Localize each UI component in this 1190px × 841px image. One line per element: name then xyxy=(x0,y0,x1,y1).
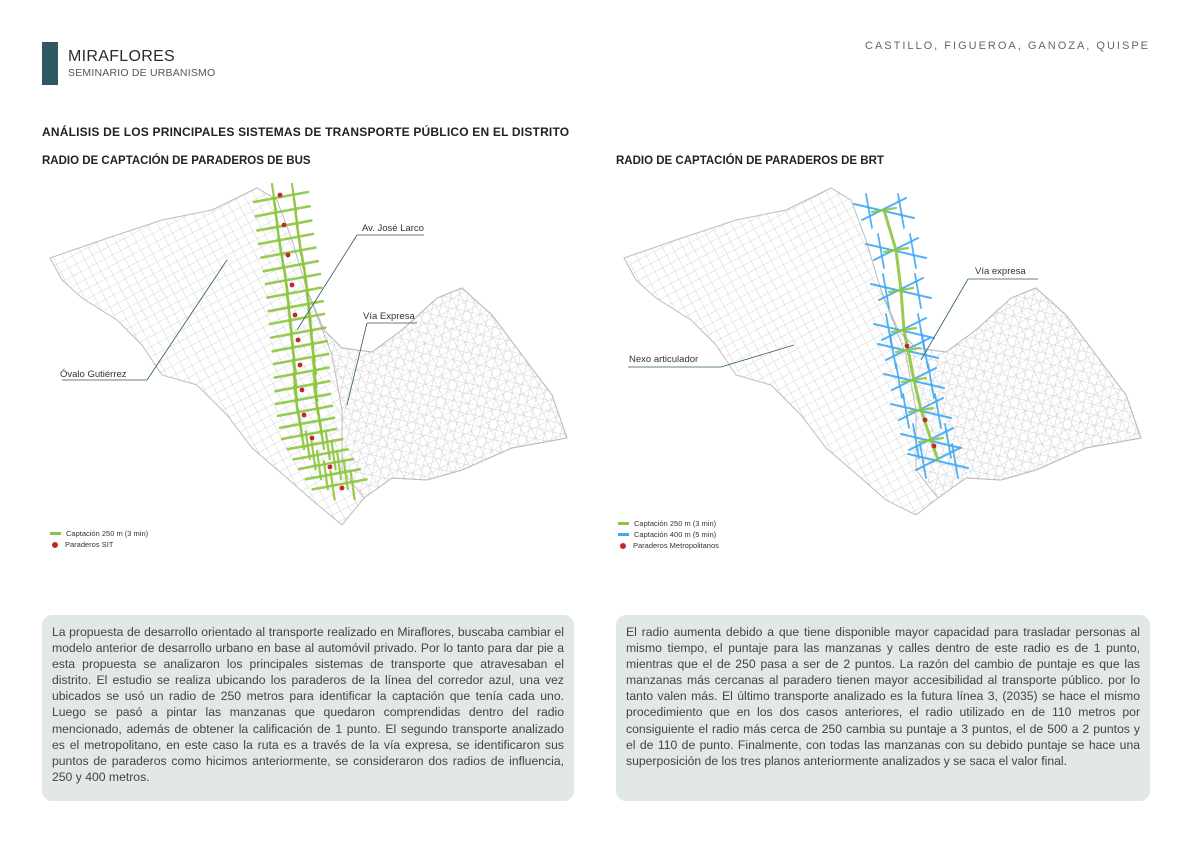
stop-marker xyxy=(290,283,295,288)
stop-marker xyxy=(310,436,315,441)
stop-marker xyxy=(340,486,345,491)
catchment-line-icon xyxy=(618,522,629,525)
header-title: MIRAFLORES xyxy=(68,48,176,65)
label-av-jose-larco: Av. José Larco xyxy=(362,223,424,234)
brt-legend xyxy=(618,518,719,551)
legend-item xyxy=(50,539,148,550)
stop-marker-icon xyxy=(620,543,626,549)
catchment-line-icon xyxy=(618,533,629,536)
legend-item xyxy=(50,528,148,539)
text-right: El radio aumenta debido a que tiene disponible mayor capacidad para trasladar personas al mismo tiempo, el puntaje para las manzanas y calles dentro de este radio es de 1 punto, mientras que el de 250 pasa a ser de 2 puntos. La razón del cambio de puntaje es que las manzanas más cercanas al paradero tienen mayor accesibilidad al transporte público. por lo tanto valen más. El último transporte analizado es la futura línea 3, (2035) se hace el mismo procedimiento que en los dos casos anteriores, el radio utilizado en de 110 metros por consiguiente el radio más cerca de 250 cambia su puntaje a 3 puntos, el de 500 a 2 puntos y el de 110 de punto. Finalmente, con todas las manzanas con su debido puntaje se hace una superposición de los tres planos anteriormente analizados y se saca el valor final. xyxy=(626,625,1140,768)
legend-label: Paraderos SIT xyxy=(65,540,114,549)
stop-marker xyxy=(296,338,301,343)
stop-marker-icon xyxy=(52,542,58,548)
bus-map-title: RADIO DE CAPTACIÓN DE PARADEROS DE BUS xyxy=(42,155,311,167)
bus-legend xyxy=(50,528,148,550)
header-authors: CASTILLO, FIGUEROA, GANOZA, QUISPE xyxy=(865,40,1150,52)
brt-catchment-map xyxy=(616,180,1156,515)
legend-label: Captación 250 m (3 min) xyxy=(66,529,149,538)
stop-marker xyxy=(923,418,928,423)
bus-catchment-map xyxy=(42,180,582,525)
section-title: ANÁLISIS DE LOS PRINCIPALES SISTEMAS DE TRANSPORTE PÚBLICO EN EL DISTRITO xyxy=(42,125,570,139)
stop-marker xyxy=(302,413,307,418)
label-via-expresa: Vía Expresa xyxy=(363,311,415,322)
legend-label: Paraderos Metropolitanos xyxy=(633,541,719,550)
legend-item xyxy=(618,529,719,540)
legend-item xyxy=(618,540,719,551)
label-via-expresa: Vía expresa xyxy=(975,266,1026,277)
stop-marker xyxy=(286,253,291,258)
stop-marker xyxy=(300,388,305,393)
stop-marker xyxy=(932,444,937,449)
text-left: La propuesta de desarrollo orientado al transporte realizado en Miraflores, buscaba cambiar el modelo anterior de desarrollo urbano en base al automóvil privado. Por lo tanto para dar pie a esta propuesta se analizaron los principales sistemas de transporte que atravesaban el distrito. El estudio se realiza ubicando los paraderos de la línea del corredor azul, una vez ubicados se usó un radio de 250 metros para identificar la captación que tenía cada uno. Luego se pasó a pintar las manzanas que quedaron comprendidas dentro del radio mencionado, además de obtener la calificación de 1 punto. El segundo transporte analizado es el metropolitano, en este caso la ruta es a través de la vía expresa, se identificaron sus puntos de paraderos como hicimos anteriormente, se consideraron dos radios de influencia, 250 y 400 metros. xyxy=(52,625,564,784)
stop-marker xyxy=(293,313,298,318)
stop-marker xyxy=(298,363,303,368)
brt-map-title: RADIO DE CAPTACIÓN DE PARADEROS DE BRT xyxy=(616,155,884,167)
legend-label: Captación 250 m (3 min) xyxy=(634,519,717,528)
stop-marker xyxy=(328,465,333,470)
label-nexo-articulador: Nexo articulador xyxy=(629,354,699,365)
label-ovalo-gutierrez: Óvalo Gutiérrez xyxy=(60,369,127,380)
header-subtitle: SEMINARIO DE URBANISMO xyxy=(68,67,216,79)
legend-item xyxy=(618,518,719,529)
stop-marker xyxy=(905,344,910,349)
district-base xyxy=(624,188,1141,515)
catchment-line-icon xyxy=(50,532,61,535)
stop-marker xyxy=(282,223,287,228)
legend-label: Captación 400 m (5 min) xyxy=(634,530,717,539)
text-panel-right xyxy=(616,615,1150,801)
stop-marker xyxy=(278,193,283,198)
header-accent-bar xyxy=(42,42,58,85)
text-panel-left xyxy=(42,615,574,801)
